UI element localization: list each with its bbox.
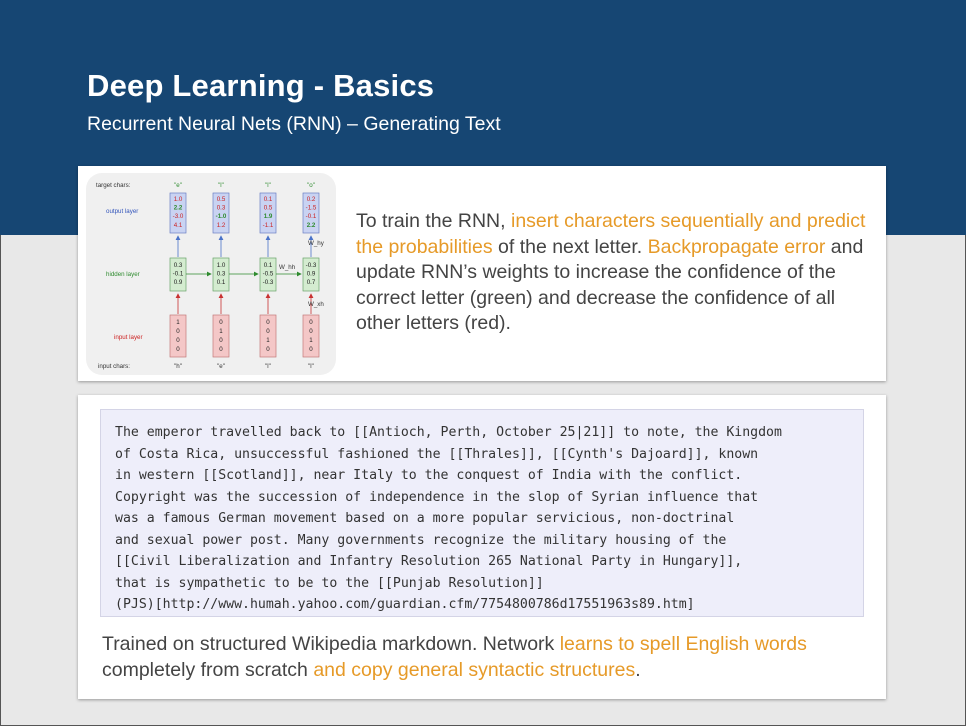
hidden-value: 0.3 — [173, 262, 183, 269]
input-value: 0 — [266, 346, 270, 353]
hidden-value: 0.9 — [173, 279, 183, 287]
target-char: "l" — [265, 182, 271, 189]
generated-text-line: Copyright was the succession of independence in the slop of Syrian influence that — [115, 489, 759, 505]
description-part: To train the RNN, — [356, 210, 511, 232]
trained-note-part-highlight: learns to spell English words — [559, 633, 807, 655]
output-value: 2.2 — [306, 221, 316, 229]
slide-title: Deep Learning - Basics — [87, 68, 435, 103]
input-value: 0 — [176, 337, 180, 344]
generated-text-sample — [100, 409, 864, 617]
weight-label-xh: W_xh — [308, 301, 324, 308]
output-value: 0.3 — [216, 204, 226, 212]
input-layer-label: input layer — [114, 334, 143, 341]
input-chars-label: input chars: — [98, 363, 130, 370]
input-value: 0 — [309, 328, 313, 335]
input-value: 0 — [176, 346, 180, 353]
hidden-value: 0.3 — [216, 270, 226, 278]
trained-note-part: . — [635, 659, 641, 681]
output-value: -1.1 — [262, 221, 274, 229]
rnn-diagram — [86, 173, 336, 375]
input-value: 0 — [309, 319, 313, 326]
trained-note-part: completely from scratch — [102, 659, 314, 681]
input-value: 0 — [219, 346, 223, 353]
trained-note — [102, 631, 882, 683]
output-value: 2.2 — [173, 204, 183, 212]
trained-note-part-highlight: and copy general syntactic structures — [313, 659, 636, 681]
input-value: 0 — [266, 328, 270, 335]
output-value: 1.0 — [173, 196, 183, 203]
hidden-layer-label: hidden layer — [106, 271, 140, 278]
generated-text-line: in western [[Scotland]], near Italy to the conquest of India with the conflict. — [115, 468, 743, 483]
trained-note-part: Trained on structured Wikipedia markdown. Network — [102, 633, 560, 655]
output-value: -1.5 — [305, 204, 317, 212]
input-value: 1 — [266, 337, 270, 344]
target-chars-label: target chars: — [96, 182, 131, 189]
hidden-value: -0.3 — [262, 279, 274, 287]
generated-text-line: was a famous German movement based on a more popular servicious, non-doctrinal — [115, 511, 735, 526]
rnn-training-card — [78, 166, 886, 381]
weight-label-hh: W_hh — [279, 264, 296, 271]
description-part-highlight: insert characters sequentially and predict the probabilities — [356, 210, 866, 258]
description-part-highlight: Backpropagate error — [647, 235, 826, 258]
input-char: "h" — [174, 363, 182, 370]
hidden-value: 1.0 — [216, 262, 226, 269]
slide-subtitle: Recurrent Neural Nets (RNN) – Generating Text — [87, 113, 501, 135]
input-value: 0 — [219, 337, 223, 344]
hidden-value: -0.3 — [305, 262, 317, 269]
generated-text-line: [[Civil Liberalization and Infantry Resolution 265 National Party in Hungary]], — [115, 554, 743, 569]
output-value: 4.1 — [173, 221, 183, 229]
hidden-value: -0.5 — [262, 270, 274, 278]
output-value: 0.2 — [306, 196, 316, 203]
target-char: "l" — [218, 182, 224, 189]
generated-text-line: and sexual power post. Many governments recognize the military housing of the — [115, 532, 727, 548]
target-char: "o" — [307, 182, 315, 189]
generated-text-card — [78, 395, 886, 699]
description-part: and update RNN’s weights to increase the confidence of the correct letter (green) and decrease the confidence of all other letters (red). — [356, 235, 864, 334]
hidden-value: 0.7 — [306, 279, 316, 287]
hidden-value: -0.1 — [172, 270, 184, 278]
input-char: "e" — [217, 363, 225, 370]
output-value: 1.9 — [263, 213, 273, 221]
rnn-diagram-svg — [86, 173, 336, 375]
generated-text-line: The emperor travelled back to [[Antioch, Perth, October 25|21]] to note, the Kingdom — [115, 425, 782, 440]
output-value: -0.1 — [305, 213, 317, 221]
hidden-value: 0.1 — [216, 279, 226, 287]
output-value: 0.5 — [263, 204, 273, 212]
generated-text-line: that is sympathetic to be to the [[Punjab Resolution]] — [115, 575, 544, 591]
hidden-value: 0.9 — [306, 270, 316, 278]
output-layer-label: output layer — [106, 208, 139, 215]
input-value: 0 — [176, 328, 180, 335]
output-value: -3.0 — [172, 213, 184, 221]
output-value: 0.1 — [263, 196, 273, 203]
description-part: of the next letter. — [492, 235, 648, 258]
output-value: -1.0 — [215, 213, 227, 221]
output-value: 0.5 — [216, 196, 226, 203]
input-value: 1 — [219, 328, 223, 335]
input-value: 0 — [309, 346, 313, 353]
generated-text-line: of Costa Rica, unsuccessful fashioned the [[Thrales]], [[Cynth's Dajoard]], known — [115, 446, 759, 462]
input-char: "l" — [265, 363, 271, 370]
generated-text-line: (PJS)[http://www.humah.yahoo.com/guardian.cfm/7754800786d17551963s89.htm] — [115, 597, 695, 612]
target-char: "e" — [174, 182, 182, 189]
output-value: 1.2 — [216, 221, 226, 229]
training-description — [356, 209, 876, 337]
input-value: 0 — [266, 319, 270, 326]
input-char: "l" — [308, 363, 314, 370]
weight-label-hy: W_hy — [308, 240, 324, 247]
input-value: 0 — [219, 319, 223, 326]
input-value: 1 — [176, 319, 180, 326]
input-value: 1 — [309, 337, 313, 344]
hidden-value: 0.1 — [263, 262, 273, 269]
